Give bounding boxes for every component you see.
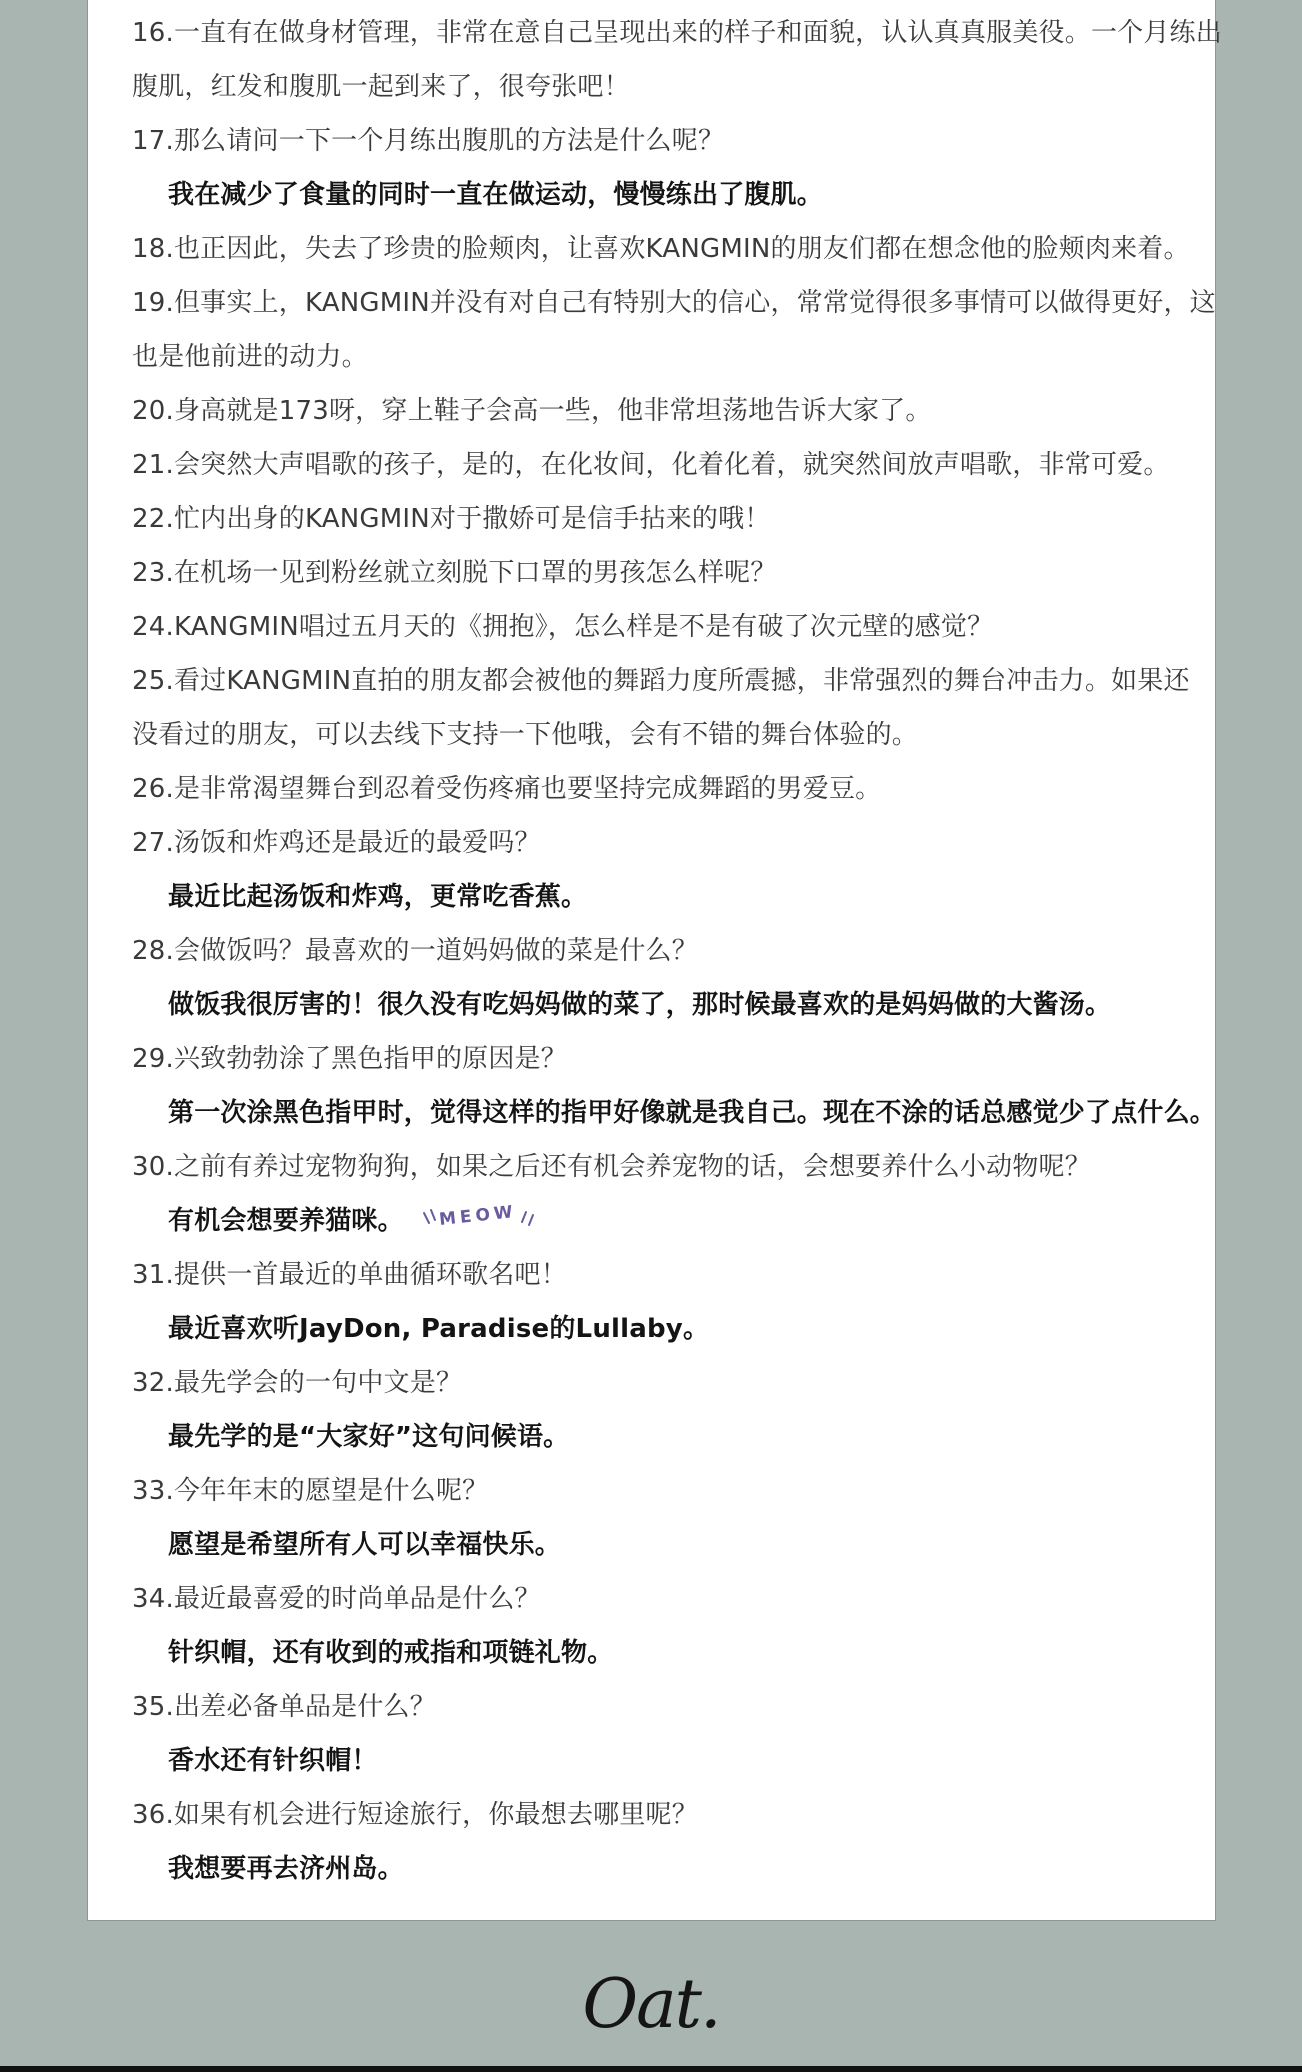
question-line: [132, 1788, 1182, 1842]
question-line: [132, 816, 1182, 870]
line-text: 做饭我很厉害的！很久没有吃妈妈做的菜了，那时候最喜欢的是妈妈做的大酱汤。: [168, 990, 1112, 1020]
line-text: 18.也正因此，失去了珍贵的脸颊肉，让喜欢KANGMIN的朋友们都在想念他的脸颊肉来着。: [132, 234, 1190, 264]
line-text: 27.汤饭和炸鸡还是最近的最爱吗？: [132, 828, 541, 858]
question-line: [132, 114, 1182, 168]
question-line: [132, 6, 1222, 60]
line-text: 香水还有针织帽！: [168, 1746, 378, 1776]
sticker-tick: [522, 1212, 526, 1222]
question-line: [132, 330, 1182, 384]
question-line: [132, 276, 1216, 330]
answer-line: [132, 1518, 1182, 1572]
answer-line: [132, 1410, 1182, 1464]
answer-line: [132, 168, 1182, 222]
question-line: [132, 222, 1190, 276]
question-line: [132, 924, 1182, 978]
question-line: [132, 1572, 1182, 1626]
question-line: [132, 600, 1182, 654]
line-text: 第一次涂黑色指甲时，觉得这样的指甲好像就是我自己。现在不涂的话总感觉少了点什么。: [168, 1098, 1217, 1128]
line-text: 32.最先学会的一句中文是？: [132, 1368, 463, 1398]
question-line: [132, 1356, 1182, 1410]
answer-line: [132, 1194, 1182, 1248]
line-text: 我在减少了食量的同时一直在做运动，慢慢练出了腹肌。: [168, 180, 824, 210]
question-line: [132, 60, 1182, 114]
question-line: [132, 438, 1182, 492]
question-line: [132, 1464, 1182, 1518]
line-text: 35.出差必备单品是什么？: [132, 1692, 436, 1722]
line-text: 22.忙内出身的KANGMIN对于撒娇可是信手拈来的哦！: [132, 504, 771, 534]
line-text: 20.身高就是173呀，穿上鞋子会高一些，他非常坦荡地告诉大家了。: [132, 396, 932, 426]
line-text: 也是他前进的动力。: [132, 342, 368, 372]
answer-line: [132, 978, 1182, 1032]
brand-logo: Oat.: [582, 1965, 720, 2044]
question-line: [132, 1248, 1182, 1302]
line-text: 25.看过KANGMIN直拍的朋友都会被他的舞蹈力度所震撼，非常强烈的舞台冲击力。如果还: [132, 666, 1190, 696]
line-text: 愿望是希望所有人可以幸福快乐。: [168, 1530, 562, 1560]
sticker-tick: [529, 1215, 533, 1225]
line-text: 没看过的朋友，可以去线下支持一下他哦，会有不错的舞台体验的。: [132, 720, 919, 750]
line-text: 34.最近最喜爱的时尚单品是什么？: [132, 1584, 541, 1614]
line-text: 最近喜欢听JayDon, Paradise的Lullaby。: [168, 1314, 710, 1344]
answer-line: [132, 1626, 1182, 1680]
sticker-tick: [424, 1213, 429, 1223]
line-text: 26.是非常渴望舞台到忍着受伤疼痛也要坚持完成舞蹈的男爱豆。: [132, 774, 882, 804]
sticker-text: MEOW: [438, 1201, 518, 1230]
question-line: [132, 762, 1182, 816]
line-text: 28.会做饭吗？最喜欢的一道妈妈做的菜是什么？: [132, 936, 698, 966]
bottom-bar: [0, 2066, 1302, 2072]
question-line: [132, 1032, 1182, 1086]
question-line: [132, 492, 1182, 546]
line-text: 有机会想要养猫咪。: [168, 1206, 404, 1236]
answer-line: [132, 1734, 1182, 1788]
line-text: 腹肌，红发和腹肌一起到来了，很夸张吧！: [132, 72, 630, 102]
question-line: [132, 1140, 1182, 1194]
line-text: 最先学的是“大家好”这句问候语。: [168, 1422, 570, 1452]
line-text: 最近比起汤饭和炸鸡，更常吃香蕉。: [168, 882, 588, 912]
question-line: [132, 708, 1182, 762]
question-line: [132, 384, 1182, 438]
line-text: 17.那么请问一下一个月练出腹肌的方法是什么呢？: [132, 126, 725, 156]
line-text: 31.提供一首最近的单曲循环歌名吧！: [132, 1260, 567, 1290]
answer-line: [132, 1842, 1182, 1896]
answer-line: [132, 870, 1182, 924]
line-text: 针织帽，还有收到的戒指和项链礼物。: [168, 1638, 614, 1668]
line-text: 24.KANGMIN唱过五月天的《拥抱》，怎么样是不是有破了次元壁的感觉？: [132, 612, 994, 642]
line-text: 我想要再去济州岛。: [168, 1854, 404, 1884]
line-text: 21.会突然大声唱歌的孩子，是的，在化妆间，化着化着，就突然间放声唱歌，非常可爱。: [132, 450, 1170, 480]
line-text: 36.如果有机会进行短途旅行，你最想去哪里呢？: [132, 1800, 698, 1830]
question-line: [132, 654, 1190, 708]
answer-line: [132, 1086, 1217, 1140]
answer-line: [132, 1302, 1182, 1356]
question-line: [132, 546, 1182, 600]
line-text: 29.兴致勃勃涂了黑色指甲的原因是？: [132, 1044, 567, 1074]
meow-sticker: [420, 1199, 540, 1235]
question-line: [132, 1680, 1182, 1734]
line-text: 33.今年年末的愿望是什么呢？: [132, 1476, 489, 1506]
article-card: [87, 0, 1222, 1921]
line-text: 16.一直有在做身材管理，非常在意自己呈现出来的样子和面貌，认认真真服美役。一个月练出: [132, 18, 1222, 48]
sticker-tick: [431, 1210, 435, 1220]
line-text: 23.在机场一见到粉丝就立刻脱下口罩的男孩怎么样呢？: [132, 558, 777, 588]
line-text: 19.但事实上，KANGMIN并没有对自己有特别大的信心，常常觉得很多事情可以做得更好，这: [132, 288, 1216, 318]
line-text: 30.之前有养过宠物狗狗，如果之后还有机会养宠物的话，会想要养什么小动物呢？: [132, 1152, 1091, 1182]
qa-list: [132, 6, 1222, 1896]
